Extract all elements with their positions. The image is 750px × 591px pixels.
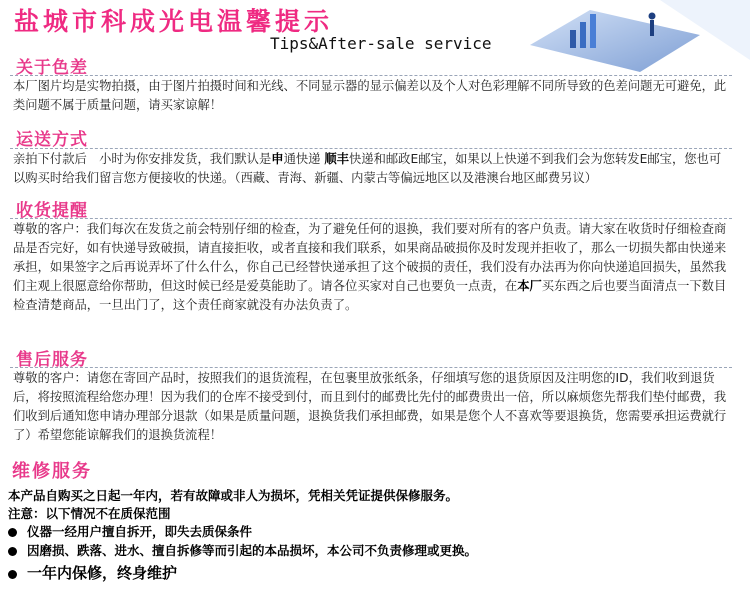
divider bbox=[10, 148, 732, 149]
color-difference-text: 本厂图片均是实物拍摄，由于图片拍摄时间和光线、不同显示器的显示偏差以及个人对色彩理解不同所导致的色差问题无可避免，此类问题不属于质量问题，请买家谅解！ bbox=[13, 79, 727, 112]
bar-shape bbox=[580, 22, 586, 48]
receiving-text-part: 买东西之后也要当面清点一下数目检查清楚商品，一旦出门了，这个责任商家就没有办法负责了。 bbox=[13, 279, 727, 312]
bar-shape bbox=[570, 30, 576, 48]
shipping-text bbox=[13, 150, 733, 188]
divider bbox=[10, 367, 732, 368]
decorative-graphic bbox=[500, 0, 750, 80]
list-item bbox=[8, 522, 738, 540]
section-title-shipping: 运送方式 bbox=[16, 130, 88, 150]
warranty-text: 本产品自购买之日起一年内，若有故障或非人为损坏，凭相关凭证提供保修服务。 bbox=[8, 488, 459, 503]
receiving-text-part: 尊敬的客户：我们每次在发货之前会特别仔细的检查，为了避免任何的退换，我们要对所有的客户负责。请大家在收货时仔细检查商品是否完好，如有快递导致破损，请直接拒收，或者直接和我们联系，如果商品破损你及时发现并拒收了，那么一切损失都由快递来承担，如果签字之后再说弄坏了什么什么，你自己已经替快递承担了这个破损的责任，我们没有办法再为你向快递追回损失，虽然我们主观上很愿意给你帮助，但这时候已经是爱莫能助了。请各位买家对自己也要负一点责，在 bbox=[13, 222, 727, 293]
section-title-receiving: 收货提醒 bbox=[16, 201, 88, 221]
receiving-emphasis: 本厂 bbox=[517, 279, 542, 293]
after-sale-text: 尊敬的客户：请您在寄回产品时，按照我们的退货流程，在包裹里放张纸条，仔细填写您的退货原因及注明您的ID，我们收到退货后，将按照流程给您办理！因为我们的仓库不接受到付，而且到付的邮费比先付的邮费贵出一倍，所以麻烦您先帮我们垫付邮费，我们收到后通知您申请办理部分退款（如果是质量问题，退换货我们承担邮费，如果是您个人不喜欢等要退换货，您需要承担运费就行了）希望您能谅解我们的退换货流程！ bbox=[13, 371, 727, 442]
shop-title: 盐城市科成光电温馨提示 bbox=[14, 7, 334, 36]
section-title-repair: 维修服务 bbox=[12, 461, 92, 482]
page-subtitle: Tips&After-sale service bbox=[270, 34, 492, 53]
list-item-text: 仪器一经用户擅自拆开，即失去质保条件 bbox=[27, 524, 253, 539]
list-item bbox=[8, 541, 738, 559]
divider bbox=[10, 75, 732, 76]
bullet-icon bbox=[8, 547, 17, 556]
bullet-icon bbox=[8, 528, 17, 537]
bar-shape bbox=[590, 14, 596, 48]
courier-shunfeng: 顺丰 bbox=[324, 152, 349, 166]
person-icon bbox=[650, 20, 654, 36]
service-promise-text: 一年内保修，终身维护 bbox=[27, 564, 178, 582]
shipping-text-part: 亲拍下付款后 小时为你安排发货，我们默认是 bbox=[13, 152, 272, 166]
bullet-icon bbox=[8, 570, 17, 579]
section-title-color-difference: 关于色差 bbox=[16, 58, 88, 78]
divider bbox=[10, 218, 732, 219]
shipping-text-part: 快递和邮政E邮宝，如果以上快递不到我们会为您转发E邮宝，您也可以购买时给我们留言您方便接收的快递。（西藏、青海、新疆、内蒙古等偏远地区以及港澳台地区邮费另议） bbox=[13, 152, 722, 185]
section-title-after-sale: 售后服务 bbox=[16, 350, 88, 370]
receiving-text bbox=[13, 220, 733, 315]
tilted-panel-shape bbox=[530, 10, 700, 72]
shipping-text-part: 通快递 bbox=[283, 152, 325, 166]
warranty-note: 注意：以下情况不在质保范围 bbox=[8, 506, 171, 521]
service-promise bbox=[8, 562, 738, 583]
courier-shentong: 申 bbox=[271, 152, 284, 166]
person-head-icon bbox=[649, 13, 656, 20]
list-item-text: 因磨损、跌落、进水、擅自拆修等而引起的本品损坏，本公司不负责修理或更换。 bbox=[27, 543, 478, 558]
